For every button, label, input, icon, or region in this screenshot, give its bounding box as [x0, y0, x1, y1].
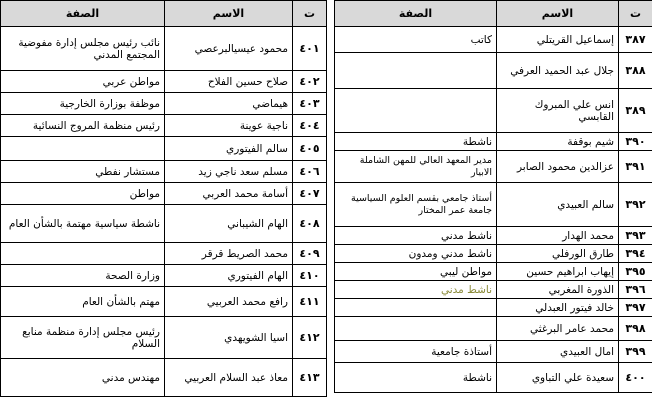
row-num: ٤٠٥ [293, 137, 327, 161]
row-name: محمد عامر البرغثي [497, 317, 619, 341]
table-row [335, 317, 652, 341]
table-row [335, 363, 652, 393]
row-desc: ناشطة سياسية مهتمة بالشأن العام [1, 205, 165, 243]
row-num: ٤١٢ [293, 317, 327, 359]
row-desc: كاتب [335, 27, 497, 53]
row-desc: ناشط مدني [335, 227, 497, 245]
row-num: ٣٩٥ [619, 263, 652, 281]
row-name: سالم الفيتوري [165, 137, 293, 161]
row-desc: مواطن عربي [1, 71, 165, 93]
row-name: انس علي المبروك القابسي [497, 89, 619, 133]
row-num: ٤١٣ [293, 359, 327, 397]
row-name: محمد الصريط قرقر [165, 243, 293, 265]
row-num: ٤٠٩ [293, 243, 327, 265]
row-desc: ناشطة [335, 363, 497, 393]
row-desc: أستاذ جامعي بقسم العلوم السياسية جامعة عمر المختار [335, 183, 497, 227]
left-table [0, 0, 327, 397]
row-name: محمود عيسيالبرعصي [165, 27, 293, 71]
header-desc: الصفة [335, 1, 497, 27]
row-name: الهام الفيتوري [165, 265, 293, 287]
row-desc: مهندس مدني [1, 359, 165, 397]
header-num: ت [619, 1, 652, 27]
row-num: ٣٩٣ [619, 227, 652, 245]
row-name: سالم العبيدي [497, 183, 619, 227]
row-num: ٣٨٧ [619, 27, 652, 53]
row-num: ٣٨٩ [619, 89, 652, 133]
row-desc [335, 89, 497, 133]
row-desc: رئيس منظمة المروج النسائية [1, 115, 165, 137]
table-header-row [1, 1, 327, 27]
row-name: مسلم سعد ناجي زيد [165, 161, 293, 183]
table-row [1, 93, 327, 115]
row-num: ٣٩٧ [619, 299, 652, 317]
row-num: ٤١٠ [293, 265, 327, 287]
row-desc [335, 317, 497, 341]
row-num: ٤٠٧ [293, 183, 327, 205]
row-desc: مهتم بالشأن العام [1, 287, 165, 317]
row-num: ٣٩٩ [619, 341, 652, 363]
row-num: ٣٩٢ [619, 183, 652, 227]
table-row [335, 227, 652, 245]
row-num: ٤٠٦ [293, 161, 327, 183]
row-name: إيهاب ابراهيم حسين [497, 263, 619, 281]
table-row [335, 89, 652, 133]
table-row [1, 287, 327, 317]
row-num: ٣٨٨ [619, 53, 652, 89]
row-name: هيماضي [165, 93, 293, 115]
row-desc: ناشط مدني [335, 281, 497, 299]
table-row [335, 27, 652, 53]
table-header-row [335, 1, 652, 27]
row-desc: نائب رئيس مجلس إدارة مفوضية المجتمع المدني [1, 27, 165, 71]
row-name: طارق الورفلي [497, 245, 619, 263]
table-row [1, 243, 327, 265]
row-name: اسيا الشويهدي [165, 317, 293, 359]
row-name: خالد فيتور العبدلي [497, 299, 619, 317]
table-row [1, 317, 327, 359]
table-row [1, 27, 327, 71]
row-desc: مستشار نفطي [1, 161, 165, 183]
right-table [334, 0, 652, 393]
row-num: ٤٠٨ [293, 205, 327, 243]
row-desc [335, 299, 497, 317]
header-name: الاسم [497, 1, 619, 27]
row-name: جلال عبد الحميد العرفي [497, 53, 619, 89]
table-row [1, 183, 327, 205]
row-desc [1, 243, 165, 265]
row-name: أسامة محمد العربي [165, 183, 293, 205]
table-row [1, 205, 327, 243]
row-name: إسماعيل القريتلي [497, 27, 619, 53]
row-name: الذورة المغربي [497, 281, 619, 299]
table-row [335, 299, 652, 317]
row-name: صلاح حسين الفلاح [165, 71, 293, 93]
row-name: امال العبيدي [497, 341, 619, 363]
table-row [1, 137, 327, 161]
table-row [1, 265, 327, 287]
row-num: ٤٠١ [293, 27, 327, 71]
row-desc: مواطن [1, 183, 165, 205]
row-name: معاذ عبد السلام العربيي [165, 359, 293, 397]
row-name: سعيدة علي التباوي [497, 363, 619, 393]
row-desc: ناشط مدني ومدون [335, 245, 497, 263]
row-desc [1, 137, 165, 161]
row-name: ناجية عوينة [165, 115, 293, 137]
row-desc: وزارة الصحة [1, 265, 165, 287]
row-num: ٤٠٣ [293, 93, 327, 115]
table-row [335, 263, 652, 281]
table-row [1, 161, 327, 183]
row-num: ٤١١ [293, 287, 327, 317]
table-row [335, 151, 652, 183]
table-row [1, 359, 327, 397]
row-num: ٣٩٠ [619, 133, 652, 151]
row-num: ٣٩١ [619, 151, 652, 183]
row-name: محمد الهدار [497, 227, 619, 245]
header-name: الاسم [165, 1, 293, 27]
header-num: ت [293, 1, 327, 27]
row-desc: موظفة بوزارة الخارجية [1, 93, 165, 115]
row-num: ٤٠٤ [293, 115, 327, 137]
row-num: ٣٩٤ [619, 245, 652, 263]
table-row [335, 281, 652, 299]
row-desc: أستاذة جامعية [335, 341, 497, 363]
table-row [335, 133, 652, 151]
row-desc: ناشطة [335, 133, 497, 151]
row-name: عزالدين محمود الصابر [497, 151, 619, 183]
row-num: ٤٠٢ [293, 71, 327, 93]
table-row [335, 183, 652, 227]
table-row [1, 115, 327, 137]
row-num: ٣٩٨ [619, 317, 652, 341]
row-desc: مواطن ليبي [335, 263, 497, 281]
header-desc: الصفة [1, 1, 165, 27]
row-desc: رئيس مجلس إدارة منظمة منابع السلام [1, 317, 165, 359]
row-num: ٤٠٠ [619, 363, 652, 393]
table-row [1, 71, 327, 93]
table-row [335, 245, 652, 263]
table-row [335, 341, 652, 363]
row-num: ٣٩٦ [619, 281, 652, 299]
row-name: شيم بوقفة [497, 133, 619, 151]
row-desc [335, 53, 497, 89]
table-row [335, 53, 652, 89]
row-desc: مدير المعهد العالي للمهن الشاملة الابيار [335, 151, 497, 183]
row-name: رافع محمد العربيي [165, 287, 293, 317]
row-name: الهام الشيباني [165, 205, 293, 243]
